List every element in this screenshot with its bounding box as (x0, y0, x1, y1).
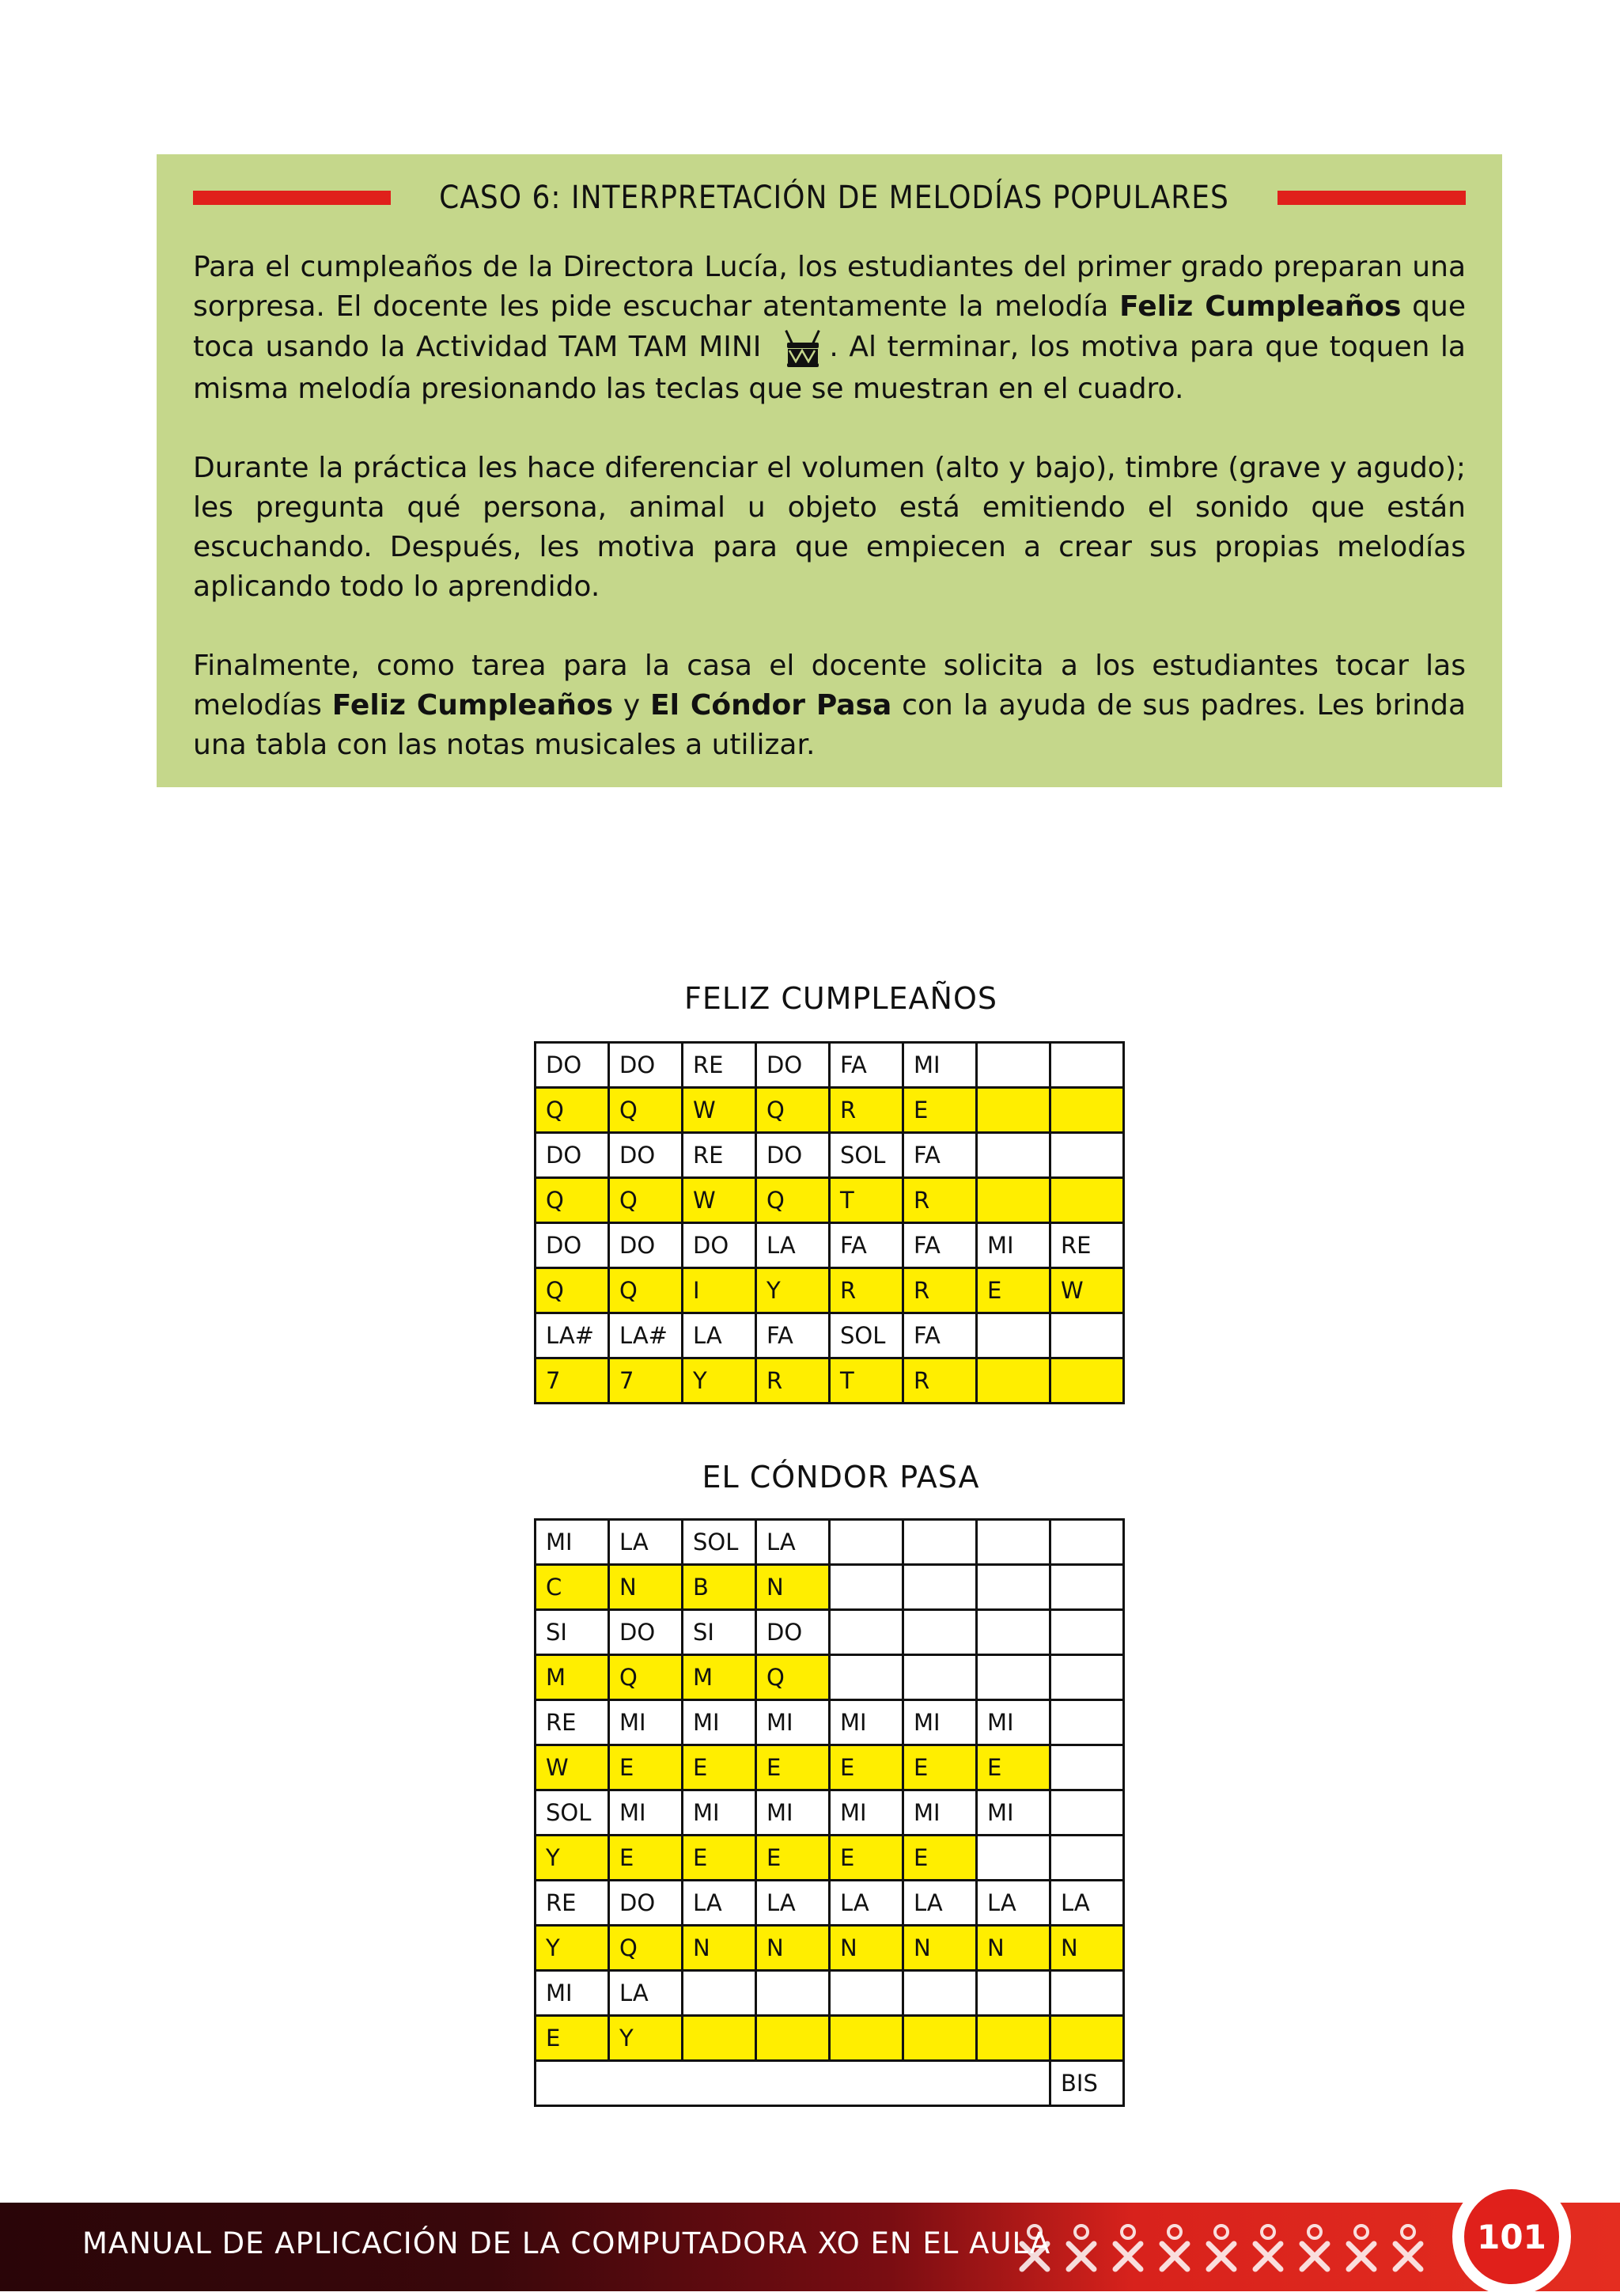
key-cell: W (1050, 1268, 1124, 1313)
key-cell (977, 1836, 1050, 1881)
note-cell (830, 1971, 903, 2016)
page-number-badge (1452, 2177, 1571, 2296)
title-bar-right (1277, 191, 1466, 205)
note-cell: DO (536, 1043, 609, 1088)
note-cell: LA (609, 1971, 683, 2016)
key-cell: N (1050, 1926, 1124, 1971)
note-cell (830, 1520, 903, 1565)
note-cell: MI (830, 1790, 903, 1836)
key-cell: Q (756, 1178, 830, 1223)
note-cell (1050, 1790, 1124, 1836)
key-cell: E (536, 2016, 609, 2061)
case-title-row (193, 178, 1466, 218)
note-cell: MI (830, 1700, 903, 1745)
note-cell: FA (903, 1133, 977, 1178)
key-cell: Q (536, 1178, 609, 1223)
note-row (536, 1881, 1124, 1926)
note-cell: MI (536, 1971, 609, 2016)
note-cell: FA (830, 1043, 903, 1088)
key-cell: M (683, 1655, 756, 1700)
paragraph-1: Para el cumpleaños de la Directora Lucía, los estudiantes del primer grado preparan una sorpresa. El docente les pide escuchar atentamente la melodía Feliz Cumpleaños que toca usando la Actividad TAM TAM MINI . Al terminar, los motiva para que toquen la misma melodía presionando las teclas que se muestran en el cuadro. (193, 251, 1466, 405)
key-cell: E (756, 1836, 830, 1881)
key-cell: N (683, 1926, 756, 1971)
note-cell: FA (756, 1313, 830, 1358)
note-cell: MI (977, 1700, 1050, 1745)
note-cell: DO (609, 1223, 683, 1268)
page-number: 101 (1464, 2189, 1559, 2284)
key-cell: 7 (536, 1358, 609, 1404)
note-cell: SOL (683, 1520, 756, 1565)
feliz-notes-table (534, 1041, 1125, 1404)
note-cell: LA (977, 1881, 1050, 1926)
note-cell (1050, 1610, 1124, 1655)
key-cell: E (609, 1745, 683, 1790)
key-cell (903, 1565, 977, 1610)
key-cell (1050, 1745, 1124, 1790)
key-cell (977, 1565, 1050, 1610)
key-row (536, 1268, 1124, 1313)
note-cell: RE (1050, 1223, 1124, 1268)
paragraph-2: Durante la práctica les hace diferenciar el volumen (alto y bajo), timbre (grave y agudo); les pregunta qué persona, animal u objeto está emitiendo el sonido que están escuchando. Después, les motiva para que empiecen a crear sus propias melodías aplicando todo lo aprendido. (193, 452, 1466, 603)
key-cell: Q (609, 1655, 683, 1700)
key-cell (977, 1358, 1050, 1404)
key-cell: I (683, 1268, 756, 1313)
key-cell: W (536, 1745, 609, 1790)
note-cell: MI (609, 1790, 683, 1836)
note-row (536, 1043, 1124, 1088)
key-cell: E (903, 1745, 977, 1790)
note-cell: MI (903, 1700, 977, 1745)
note-cell: LA# (536, 1313, 609, 1358)
key-cell (1050, 1565, 1124, 1610)
feliz-table-title: FELIZ CUMPLEAÑOS (683, 981, 998, 1016)
bis-cell: BIS (1050, 2061, 1124, 2106)
xo-figure-icon (1349, 2226, 1374, 2269)
key-cell: E (683, 1745, 756, 1790)
key-cell (1050, 1178, 1124, 1223)
key-cell (977, 1178, 1050, 1223)
note-cell: DO (609, 1133, 683, 1178)
key-cell (756, 2016, 830, 2061)
note-cell: RE (536, 1881, 609, 1926)
key-cell: Q (536, 1268, 609, 1313)
key-cell: 7 (609, 1358, 683, 1404)
note-cell: SOL (830, 1133, 903, 1178)
note-cell: MI (756, 1700, 830, 1745)
note-cell (683, 1971, 756, 2016)
key-cell: N (977, 1926, 1050, 1971)
key-cell (830, 1565, 903, 1610)
key-cell: C (536, 1565, 609, 1610)
note-cell: SI (683, 1610, 756, 1655)
note-row (536, 1790, 1124, 1836)
footer-band (0, 2203, 1620, 2291)
note-cell (977, 1520, 1050, 1565)
condor-table-title: EL CÓNDOR PASA (702, 1460, 980, 1495)
key-cell: N (756, 1565, 830, 1610)
note-cell: LA (830, 1881, 903, 1926)
key-cell: Y (536, 1926, 609, 1971)
note-cell: LA (683, 1881, 756, 1926)
key-cell: E (830, 1745, 903, 1790)
key-cell (1050, 1358, 1124, 1404)
note-cell: LA (1050, 1881, 1124, 1926)
note-cell (903, 1971, 977, 2016)
key-cell: E (609, 1836, 683, 1881)
xo-figure-icon (1255, 2226, 1281, 2269)
note-cell (903, 1520, 977, 1565)
xo-figure-icon (1162, 2226, 1187, 2269)
key-cell: Q (756, 1655, 830, 1700)
note-cell: SI (536, 1610, 609, 1655)
key-cell: E (683, 1836, 756, 1881)
key-cell: R (903, 1178, 977, 1223)
note-cell: FA (830, 1223, 903, 1268)
note-cell: FA (903, 1313, 977, 1358)
note-cell: MI (756, 1790, 830, 1836)
paragraph-3: Finalmente, como tarea para la casa el docente solicita a los estudiantes tocar las melodías Feliz Cumpleaños y El Cóndor Pasa con la ayuda de sus padres. Les brinda una tabla con las notas musicales a utilizar. (193, 650, 1466, 761)
key-cell (977, 2016, 1050, 2061)
key-cell: E (830, 1836, 903, 1881)
key-cell: Q (536, 1088, 609, 1133)
note-row (536, 1700, 1124, 1745)
note-cell: DO (536, 1223, 609, 1268)
title-bar-left (193, 191, 391, 205)
case-title: CASO 6: INTERPRETACIÓN DE MELODÍAS POPULARES (439, 180, 1229, 216)
activity-name: TAM TAM MINI (558, 331, 762, 363)
note-cell: LA (609, 1520, 683, 1565)
note-row (536, 1313, 1124, 1358)
note-cell: LA (683, 1313, 756, 1358)
note-cell: LA (756, 1881, 830, 1926)
note-row (536, 1133, 1124, 1178)
key-cell: W (683, 1088, 756, 1133)
note-cell: MI (683, 1700, 756, 1745)
key-cell: Y (756, 1268, 830, 1313)
note-cell: DO (609, 1610, 683, 1655)
key-cell: R (756, 1358, 830, 1404)
note-cell: MI (977, 1223, 1050, 1268)
key-cell: N (609, 1565, 683, 1610)
note-cell: DO (756, 1610, 830, 1655)
note-cell: LA# (609, 1313, 683, 1358)
note-cell (1050, 1520, 1124, 1565)
note-row (536, 1610, 1124, 1655)
key-cell (683, 2016, 756, 2061)
note-cell: MI (536, 1520, 609, 1565)
key-cell: E (903, 1836, 977, 1881)
key-cell: R (830, 1268, 903, 1313)
key-row (536, 1088, 1124, 1133)
key-cell (1050, 1088, 1124, 1133)
key-cell (1050, 2016, 1124, 2061)
note-cell: SOL (830, 1313, 903, 1358)
drum-icon (782, 327, 824, 369)
bis-spacer-cell (536, 2061, 1050, 2106)
key-cell: Q (756, 1088, 830, 1133)
key-cell: Q (609, 1268, 683, 1313)
note-cell (830, 1610, 903, 1655)
note-cell (1050, 1700, 1124, 1745)
note-cell: DO (536, 1133, 609, 1178)
note-cell: DO (756, 1133, 830, 1178)
note-cell: DO (756, 1043, 830, 1088)
note-row (536, 1520, 1124, 1565)
footer-decoration (1012, 2220, 1440, 2279)
note-cell (977, 1610, 1050, 1655)
note-row (536, 1971, 1124, 2016)
note-cell (903, 1610, 977, 1655)
song-name-condor: El Cóndor Pasa (650, 689, 892, 722)
note-cell: MI (903, 1043, 977, 1088)
key-cell: B (683, 1565, 756, 1610)
key-row (536, 1358, 1124, 1404)
note-cell (756, 1971, 830, 2016)
note-cell (977, 1133, 1050, 1178)
key-cell (830, 1655, 903, 1700)
key-cell (903, 1655, 977, 1700)
condor-notes-table (534, 1518, 1125, 2107)
key-row (536, 1178, 1124, 1223)
key-row (536, 1926, 1124, 1971)
xo-figure-icon (1022, 2226, 1047, 2269)
note-cell: DO (683, 1223, 756, 1268)
note-row (536, 1223, 1124, 1268)
key-cell: E (977, 1745, 1050, 1790)
note-cell: MI (683, 1790, 756, 1836)
key-cell: M (536, 1655, 609, 1700)
note-cell (977, 1971, 1050, 2016)
xo-figure-icon (1302, 2226, 1327, 2269)
key-cell (903, 2016, 977, 2061)
footer-title: MANUAL DE APLICACIÓN DE LA COMPUTADORA XO EN EL AULA (82, 2226, 1051, 2260)
key-row (536, 1655, 1124, 1700)
note-cell: RE (536, 1700, 609, 1745)
key-cell (977, 1655, 1050, 1700)
key-cell: E (756, 1745, 830, 1790)
note-cell: DO (609, 1043, 683, 1088)
key-cell: N (830, 1926, 903, 1971)
note-cell: DO (609, 1881, 683, 1926)
key-cell: Y (683, 1358, 756, 1404)
note-cell (1050, 1313, 1124, 1358)
key-cell: W (683, 1178, 756, 1223)
key-row (536, 1836, 1124, 1881)
key-cell (830, 2016, 903, 2061)
note-cell (977, 1043, 1050, 1088)
note-cell (1050, 1043, 1124, 1088)
key-cell: N (903, 1926, 977, 1971)
note-cell (1050, 1133, 1124, 1178)
note-cell (977, 1313, 1050, 1358)
song-name-feliz: Feliz Cumpleaños (1119, 290, 1402, 323)
key-cell: Q (609, 1088, 683, 1133)
note-cell: SOL (536, 1790, 609, 1836)
note-cell: RE (683, 1043, 756, 1088)
song-name-feliz-2: Feliz Cumpleaños (331, 689, 614, 722)
note-cell: MI (609, 1700, 683, 1745)
key-cell: R (903, 1358, 977, 1404)
xo-figure-icon (1395, 2226, 1421, 2269)
note-cell (1050, 1971, 1124, 2016)
key-cell: Y (609, 2016, 683, 2061)
key-cell: Q (609, 1926, 683, 1971)
key-cell: Q (609, 1178, 683, 1223)
note-cell: LA (903, 1881, 977, 1926)
xo-figure-icon (1209, 2226, 1234, 2269)
key-cell: R (903, 1268, 977, 1313)
key-row (536, 1745, 1124, 1790)
key-row (536, 2016, 1124, 2061)
key-cell (977, 1088, 1050, 1133)
note-cell: RE (683, 1133, 756, 1178)
key-cell: E (977, 1268, 1050, 1313)
note-cell: MI (903, 1790, 977, 1836)
xo-figure-icon (1069, 2226, 1094, 2269)
bis-row (536, 2061, 1124, 2106)
key-cell: T (830, 1178, 903, 1223)
key-cell: Y (536, 1836, 609, 1881)
note-cell: MI (977, 1790, 1050, 1836)
xo-figure-icon (1115, 2226, 1141, 2269)
key-cell: N (756, 1926, 830, 1971)
note-cell: LA (756, 1223, 830, 1268)
key-cell (1050, 1836, 1124, 1881)
key-cell: R (830, 1088, 903, 1133)
note-cell: LA (756, 1520, 830, 1565)
case-study-box (157, 154, 1502, 787)
key-cell (1050, 1655, 1124, 1700)
key-cell: T (830, 1358, 903, 1404)
note-cell: FA (903, 1223, 977, 1268)
key-cell: E (903, 1088, 977, 1133)
key-row (536, 1565, 1124, 1610)
